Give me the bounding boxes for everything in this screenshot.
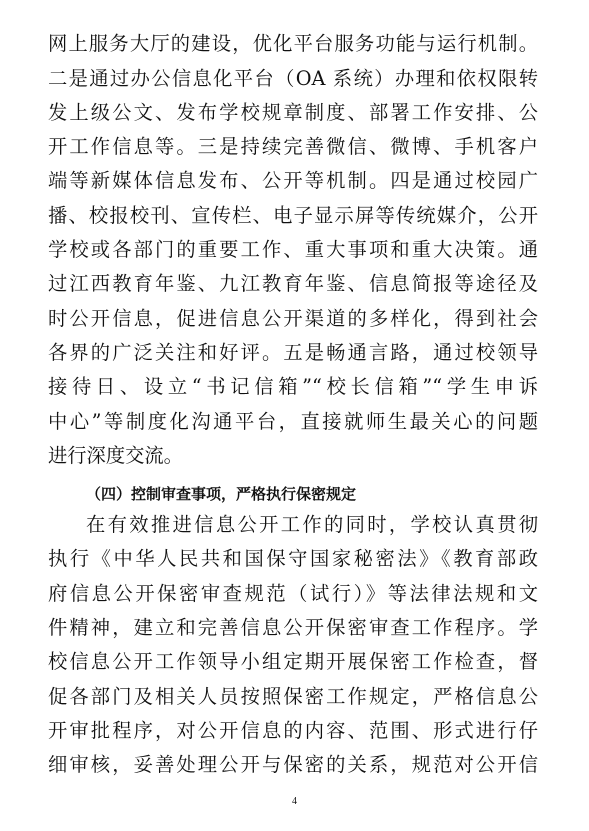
text-line: 开审批程序，对公开信息的内容、范围、形式进行仔 [48, 719, 538, 742]
text-line: 接待日、设立“书记信箱”“校长信箱”“学生申诉 [48, 375, 538, 398]
text-line: 执行《中华人民共和国保守国家秘密法》《教育部政 [48, 547, 538, 570]
page-number: 4 [292, 796, 297, 807]
text-line: 府信息公开保密审查规范（试行）》等法律法规和文 [48, 582, 538, 605]
text-line: 学校或各部门的重要工作、重大事项和重大决策。通 [48, 238, 538, 261]
text-line: 播、校报校刊、宣传栏、电子显示屏等传统媒介，公开 [48, 204, 538, 227]
text-line: 在有效推进信息公开工作的同时，学校认真贯彻 [86, 513, 538, 536]
section-heading: （四）控制审查事项，严格执行保密规定 [86, 485, 357, 503]
text-line: 校信息公开工作领导小组定期开展保密工作检查，督 [48, 650, 538, 673]
text-line: 二是通过办公信息化平台（OA 系统）办理和依权限转 [48, 67, 538, 90]
text-line: 发上级公文、发布学校规章制度、部署工作安排、公 [48, 101, 538, 124]
text-line: 细审核，妥善处理公开与保密的关系，规范对公开信 [48, 753, 538, 776]
text-line: 过江西教育年鉴、九江教育年鉴、信息简报等途径及 [48, 272, 538, 295]
text-line: 进行深度交流。 [48, 444, 183, 467]
text-line: 开工作信息等。三是持续完善微信、微博、手机客户 [48, 135, 538, 158]
text-line: 网上服务大厅的建设，优化平台服务功能与运行机制。 [48, 32, 538, 55]
text-line: 促各部门及相关人员按照保密工作规定，严格信息公 [48, 685, 538, 708]
text-line: 中心”等制度化沟通平台，直接就师生最关心的问题 [48, 410, 538, 433]
text-line: 各界的广泛关注和好评。五是畅通言路，通过校领导 [48, 341, 538, 364]
text-line: 时公开信息，促进信息公开渠道的多样化，得到社会 [48, 307, 538, 330]
text-line: 件精神，建立和完善信息公开保密审查工作程序。学 [48, 616, 538, 639]
text-line: 端等新媒体信息发布、公开等机制。四是通过校园广 [48, 169, 538, 192]
